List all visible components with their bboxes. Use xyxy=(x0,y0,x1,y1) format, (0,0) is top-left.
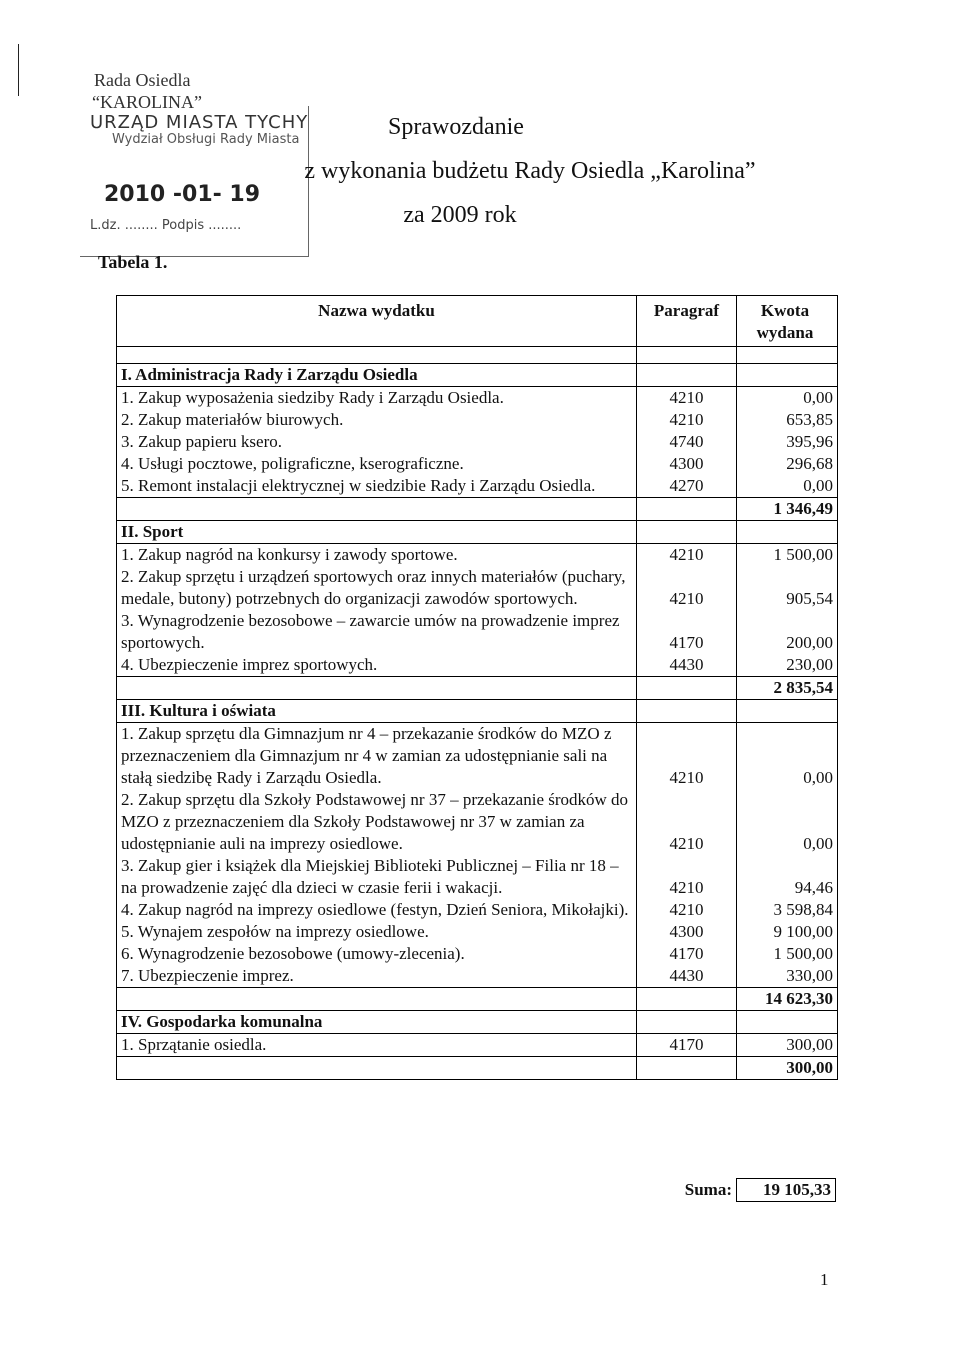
grand-total-label: Suma: xyxy=(684,1180,732,1199)
expenses-table xyxy=(116,295,838,1080)
section-amount-empty xyxy=(737,521,837,543)
expense-paragraph: 4300 xyxy=(637,453,737,475)
section-total-value: 300,00 xyxy=(786,1058,833,1077)
expense-name: 1. Zakup wyposażenia siedziby Rady i Zarządu Osiedla. xyxy=(117,387,637,409)
expense-amount: 0,00 xyxy=(803,768,833,787)
expense-name: 1. Sprzątanie osiedla. xyxy=(117,1034,637,1056)
expense-amount: 330,00 xyxy=(786,966,833,985)
table-row xyxy=(117,789,837,855)
section-total-paragraph-empty xyxy=(637,677,737,699)
expense-amount: 0,00 xyxy=(803,476,833,495)
expense-paragraph: 4170 xyxy=(637,1034,737,1056)
expense-amount: 230,00 xyxy=(786,655,833,674)
section-total-label-empty xyxy=(117,1057,637,1079)
report-title: Sprawozdanie xyxy=(388,114,524,140)
expense-name: 3. Zakup papieru ksero. xyxy=(117,431,637,453)
stamp-council-name: Rada Osiedla xyxy=(94,70,191,90)
table-row xyxy=(117,566,837,610)
table-row xyxy=(117,453,837,475)
expense-amount: 0,00 xyxy=(803,834,833,853)
table-body xyxy=(117,364,837,1079)
expense-amount: 653,85 xyxy=(786,410,833,429)
expense-paragraph: 4210 xyxy=(637,544,737,566)
table-row xyxy=(117,921,837,943)
table-row xyxy=(117,855,837,899)
section-total-row xyxy=(117,1057,837,1079)
section-row xyxy=(117,700,837,723)
expense-name: 3. Wynagrodzenie bezosobowe – zawarcie umów na prowadzenie imprez sportowych. xyxy=(117,610,637,654)
section-total-row xyxy=(117,498,837,521)
table-row xyxy=(117,544,837,566)
section-total-row xyxy=(117,988,837,1011)
section-total-paragraph-empty xyxy=(637,988,737,1010)
expense-amount: 200,00 xyxy=(786,633,833,652)
expense-amount: 300,00 xyxy=(786,1035,833,1054)
expense-paragraph: 4210 xyxy=(637,855,737,899)
grand-total-value: 19 105,33 xyxy=(736,1178,836,1202)
expense-amount: 94,46 xyxy=(794,878,833,897)
expense-paragraph: 4740 xyxy=(637,431,737,453)
section-total-label-empty xyxy=(117,498,637,520)
expense-name: 7. Ubezpieczenie imprez. xyxy=(117,965,637,987)
section-items xyxy=(117,723,837,988)
expense-amount: 3 598,84 xyxy=(773,900,833,919)
header-expense-name: Nazwa wydatku xyxy=(117,296,637,346)
section-total-paragraph-empty xyxy=(637,1057,737,1079)
section-total-label-empty xyxy=(117,677,637,699)
expense-name: 2. Zakup materiałów biurowych. xyxy=(117,409,637,431)
table-row xyxy=(117,387,837,409)
expense-name: 6. Wynagrodzenie bezosobowe (umowy-zlecenia). xyxy=(117,943,637,965)
report-year: za 2009 rok xyxy=(403,202,517,228)
expense-paragraph: 4210 xyxy=(637,566,737,610)
section-amount-empty xyxy=(737,364,837,386)
section-row xyxy=(117,521,837,544)
section-items xyxy=(117,544,837,677)
expense-name: 4. Usługi pocztowe, poligraficzne, kserograficzne. xyxy=(117,453,637,475)
section-paragraph-empty xyxy=(637,1011,737,1033)
stamp-signature-line: L.dz. ........ Podpis ........ xyxy=(90,218,242,233)
expense-amount: 296,68 xyxy=(786,454,833,473)
section-total-value: 14 623,30 xyxy=(765,989,833,1008)
report-subtitle: z wykonania budżetu Rady Osiedla „Karolina” xyxy=(304,158,756,184)
table-header-row xyxy=(117,296,837,347)
table-row xyxy=(117,965,837,987)
expense-name: 5. Remont instalacji elektrycznej w siedzibie Rady i Zarządu Osiedla. xyxy=(117,475,637,497)
expense-paragraph: 4210 xyxy=(637,789,737,855)
section-total-value: 2 835,54 xyxy=(773,678,833,697)
expense-name: 1. Zakup sprzętu dla Gimnazjum nr 4 – przekazanie środków do MZO z przeznaczeniem dla Gimnazjum nr 4 w zamian za udostępnianie sali na stałą siedzibę Rady i Zarządu Osiedla. xyxy=(117,723,637,789)
table-label: Tabela 1. xyxy=(98,252,168,272)
expense-amount: 1 500,00 xyxy=(773,545,833,564)
section-items xyxy=(117,1034,837,1057)
section-total-value: 1 346,49 xyxy=(773,499,833,518)
section-total-paragraph-empty xyxy=(637,498,737,520)
section-row xyxy=(117,1011,837,1034)
margin-mark xyxy=(18,44,19,96)
expense-amount: 905,54 xyxy=(786,589,833,608)
expense-amount: 9 100,00 xyxy=(773,922,833,941)
section-paragraph-empty xyxy=(637,521,737,543)
expense-amount: 1 500,00 xyxy=(773,944,833,963)
section-paragraph-empty xyxy=(637,700,737,722)
section-title: III. Kultura i oświata xyxy=(117,700,637,722)
section-items xyxy=(117,387,837,498)
expense-name: 4. Ubezpieczenie imprez sportowych. xyxy=(117,654,637,676)
section-row xyxy=(117,364,837,387)
expense-amount: 0,00 xyxy=(803,388,833,407)
expense-name: 3. Zakup gier i książek dla Miejskiej Biblioteki Publicznej – Filia nr 18 – na prowadzenie zajęć dla dzieci w czasie ferii i wakacji. xyxy=(117,855,637,899)
expense-name: 5. Wynajem zespołów na imprezy osiedlowe. xyxy=(117,921,637,943)
stamp-date: 2010 -01- 19 xyxy=(104,182,261,207)
expense-paragraph: 4210 xyxy=(637,409,737,431)
stamp-council-district: “KAROLINA” xyxy=(92,92,202,112)
expense-paragraph: 4430 xyxy=(637,965,737,987)
expense-paragraph: 4210 xyxy=(637,899,737,921)
section-total-label-empty xyxy=(117,988,637,1010)
table-row xyxy=(117,723,837,789)
page-number: 1 xyxy=(820,1270,829,1289)
expense-paragraph: 4210 xyxy=(637,387,737,409)
expense-paragraph: 4170 xyxy=(637,610,737,654)
expense-name: 1. Zakup nagród na konkursy i zawody sportowe. xyxy=(117,544,637,566)
table-row xyxy=(117,943,837,965)
section-title: II. Sport xyxy=(117,521,637,543)
expense-paragraph: 4430 xyxy=(637,654,737,676)
section-title: I. Administracja Rady i Zarządu Osiedla xyxy=(117,364,637,386)
table-row xyxy=(117,431,837,453)
expense-name: 4. Zakup nagród na imprezy osiedlowe (festyn, Dzień Seniora, Mikołajki). xyxy=(117,899,637,921)
stamp-office-name: URZĄD MIASTA TYCHY xyxy=(90,112,309,133)
table-row xyxy=(117,475,837,497)
table-row xyxy=(117,899,837,921)
expense-name: 2. Zakup sprzętu i urządzeń sportowych oraz innych materiałów (puchary, medale, butony) potrzebnych do organizacji zawodów sportowych. xyxy=(117,566,637,610)
section-title: IV. Gospodarka komunalna xyxy=(117,1011,637,1033)
section-paragraph-empty xyxy=(637,364,737,386)
section-amount-empty xyxy=(737,1011,837,1033)
expense-paragraph: 4270 xyxy=(637,475,737,497)
table-row xyxy=(117,654,837,676)
table-row xyxy=(117,1034,837,1056)
stamp-department: Wydział Obsługi Rady Miasta xyxy=(112,132,300,147)
section-total-row xyxy=(117,677,837,700)
header-amount: Kwota wydana xyxy=(756,301,814,342)
section-amount-empty xyxy=(737,700,837,722)
table-row xyxy=(117,610,837,654)
header-paragraph: Paragraf xyxy=(637,296,737,346)
expense-name: 2. Zakup sprzętu dla Szkoły Podstawowej nr 37 – przekazanie środków do MZO z przeznaczeniem dla Szkoły Podstawowej nr 37 w zamian za udostępnianie auli na imprezy osiedlowe. xyxy=(117,789,637,855)
expense-paragraph: 4300 xyxy=(637,921,737,943)
expense-amount: 395,96 xyxy=(786,432,833,451)
spacer-row xyxy=(117,347,837,364)
expense-paragraph: 4210 xyxy=(637,723,737,789)
table-row xyxy=(117,409,837,431)
expense-paragraph: 4170 xyxy=(637,943,737,965)
grand-total xyxy=(636,1178,836,1202)
